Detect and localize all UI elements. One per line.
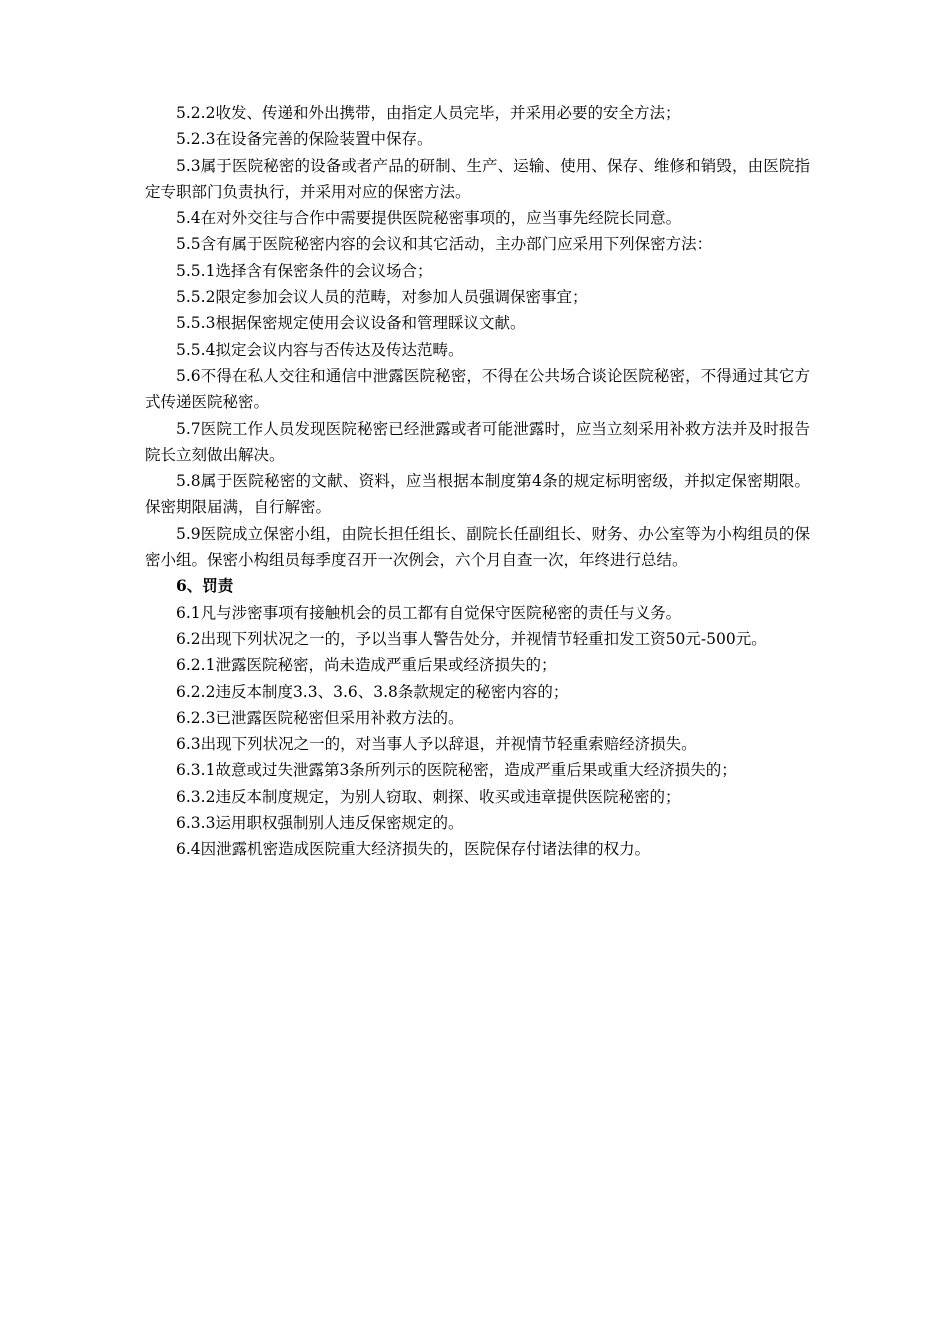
section-heading-6: 6、罚责 [176, 576, 234, 596]
clause-5-6: 5.6不得在私人交往和通信中泄露医院秘密，不得在公共场合谈论医院秘密，不得通过其它方式传递医院秘密。 [145, 366, 810, 412]
clause-6-2-2: 6.2.2违反本制度3.3、3.6、3.8条款规定的秘密内容的； [176, 682, 569, 701]
clause-5-7: 5.7医院工作人员发现医院秘密已经泄露或者可能泄露时，应当立刻采用补救方法并及时报告院长立刻做出解决。 [145, 419, 810, 464]
clause-6-3-1: 6.3.1故意或过失泄露第3条所列示的医院秘密，造成严重后果或重大经济损失的； [176, 761, 737, 780]
clause-5-2-2: 5.2.2收发、传递和外出携带，由指定人员完毕，并采用必要的安全方法； [176, 104, 681, 122]
clause-6-2: 6.2出现下列状况之一的，予以当事人警告处分，并视情节轻重扣发工资50元-500元。 [176, 629, 767, 648]
clause-6-1: 6.1凡与涉密事项有接触机会的员工都有自觉保守医院秘密的责任与义务。 [176, 603, 682, 622]
clause-5-4: 5.4在对外交往与合作中需要提供医院秘密事项的，应当事先经院长同意。 [176, 209, 682, 228]
clause-5-5-2: 5.5.2限定参加会议人员的范畴，对参加人员强调保密事宜； [176, 288, 588, 307]
clause-6-2-1: 6.2.1泄露医院秘密，尚未造成严重后果或经济损失的； [176, 656, 557, 675]
clause-5-5: 5.5含有属于医院秘密内容的会议和其它活动，主办部门应采用下列保密方法： [176, 235, 713, 254]
clause-6-2-3: 6.2.3已泄露医院秘密但采用补救方法的。 [176, 708, 464, 727]
clause-5-3: 5.3属于医院秘密的设备或者产品的研制、生产、运输、使用、保存、维修和销毁，由医院指定专职部门负责执行，并采用对应的保密方法。 [145, 156, 810, 201]
clause-6-4: 6.4因泄露机密造成医院重大经济损失的，医院保存付诸法律的权力。 [176, 840, 651, 859]
clause-6-3-2: 6.3.2违反本制度规定，为别人窃取、刺探、收买或违章提供医院秘密的； [176, 787, 681, 806]
clause-6-3: 6.3出现下列状况之一的，对当事人予以辞退，并视情节轻重索赔经济损失。 [176, 735, 697, 754]
clause-5-2-3: 5.2.3在设备完善的保险装置中保存。 [176, 130, 433, 149]
clause-5-9: 5.9医院成立保密小组，由院长担任组长、副院长任副组长、财务、办公室等为小构组员的保密小组。保密小构组员每季度召开一次例会，六个月自查一次，年终进行总结。 [145, 524, 810, 570]
clause-5-5-1: 5.5.1选择含有保密条件的会议场合； [176, 261, 433, 280]
clause-5-5-3: 5.5.3根据保密规定使用会议设备和管理睬议文献。 [176, 314, 526, 333]
clause-5-5-4: 5.5.4拟定会议内容与否传达及传达范畴。 [176, 340, 464, 359]
document-page [145, 100, 810, 863]
clause-6-3-3: 6.3.3运用职权强制别人违反保密规定的。 [176, 814, 464, 833]
clause-5-8: 5.8属于医院秘密的文献、资料，应当根据本制度第4条的规定标明密级，并拟定保密期限。保密期限届满，自行解密。 [145, 472, 810, 517]
